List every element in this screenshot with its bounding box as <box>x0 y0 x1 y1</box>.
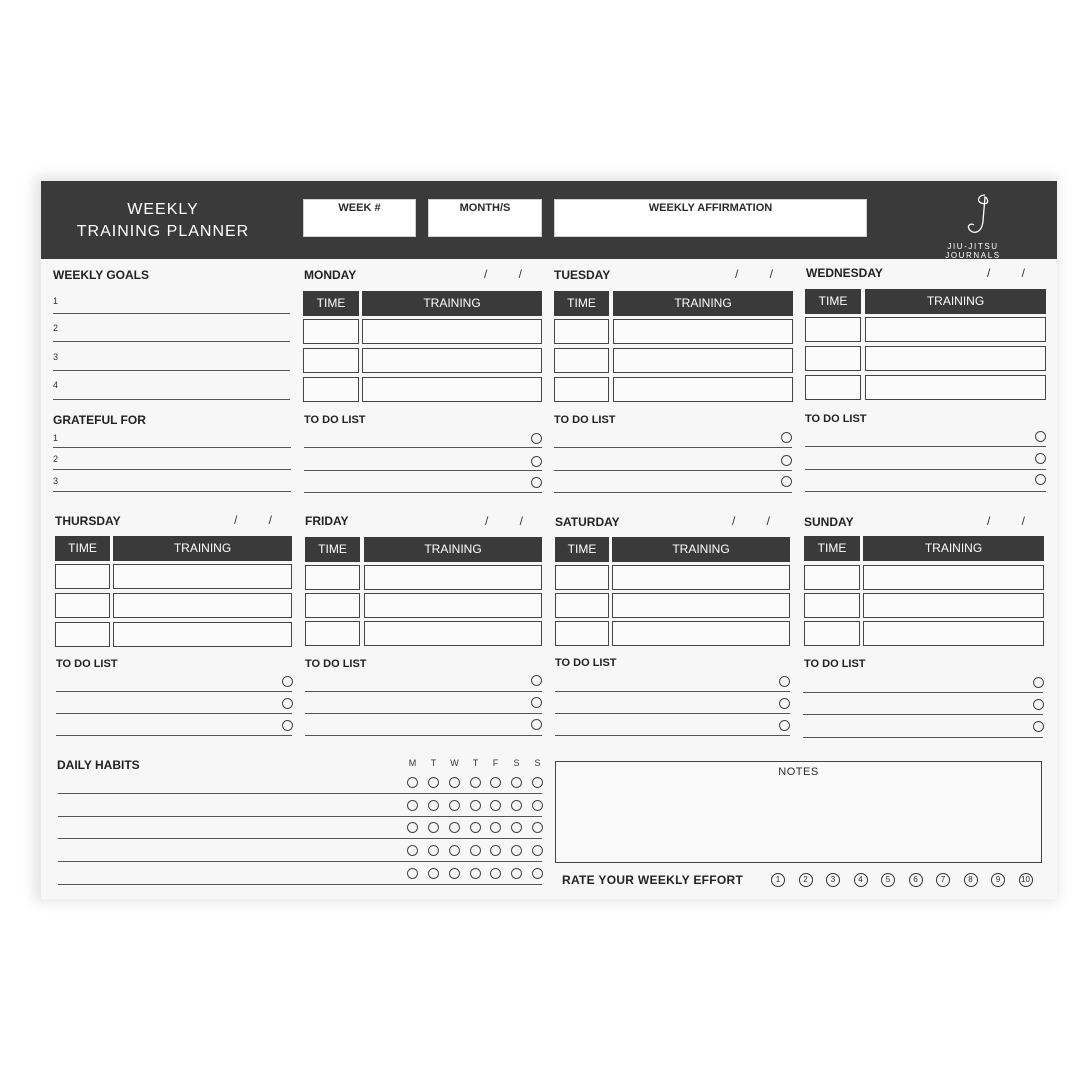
habit-day-letter: F <box>492 758 499 768</box>
weekly-goals-title: WEEKLY GOALS <box>53 268 150 282</box>
habit-line[interactable] <box>58 838 542 839</box>
notes-box[interactable] <box>555 761 1042 863</box>
todo-checkbox[interactable] <box>781 476 792 487</box>
habit-checkbox[interactable] <box>511 845 522 856</box>
effort-rating-option[interactable]: 5 <box>881 873 895 887</box>
training-cell[interactable] <box>865 375 1046 400</box>
training-header: TRAINING <box>865 289 1046 314</box>
goal-line[interactable] <box>53 370 290 371</box>
habit-line[interactable] <box>58 861 542 862</box>
todo-list-title: TO DO LIST <box>554 414 616 426</box>
todo-line[interactable] <box>803 737 1043 738</box>
time-cell[interactable] <box>303 377 359 402</box>
habit-day-letter: S <box>534 758 541 768</box>
training-cell[interactable] <box>613 319 793 344</box>
effort-rating-option[interactable]: 1 <box>771 873 785 887</box>
training-cell[interactable] <box>863 565 1044 590</box>
habit-checkbox[interactable] <box>428 868 439 879</box>
time-cell[interactable] <box>805 346 861 371</box>
grateful-number: 2 <box>53 454 59 464</box>
habit-checkbox[interactable] <box>490 800 501 811</box>
training-cell[interactable] <box>612 593 790 618</box>
todo-line[interactable] <box>304 492 542 493</box>
weekly-affirmation-label: WEEKLY AFFIRMATION <box>648 202 773 214</box>
daily-habits-title: DAILY HABITS <box>57 758 140 772</box>
goal-number: 2 <box>53 323 59 333</box>
todo-checkbox[interactable] <box>531 456 542 467</box>
effort-rating-option[interactable]: 6 <box>909 873 923 887</box>
todo-line[interactable] <box>803 692 1043 693</box>
week-number-field[interactable] <box>303 199 416 237</box>
training-cell[interactable] <box>113 593 292 618</box>
title-line-1: WEEKLY <box>127 201 199 218</box>
time-cell[interactable] <box>554 377 609 402</box>
time-cell[interactable] <box>555 621 609 646</box>
day-title-friday: FRIDAY <box>305 514 349 528</box>
grateful-number: 3 <box>53 476 59 486</box>
habit-checkbox[interactable] <box>532 845 543 856</box>
todo-line[interactable] <box>805 491 1046 492</box>
todo-checkbox[interactable] <box>531 477 542 488</box>
todo-line[interactable] <box>304 447 542 448</box>
time-header: TIME <box>555 537 609 562</box>
habit-checkbox[interactable] <box>449 800 460 811</box>
time-cell[interactable] <box>303 319 359 344</box>
habit-checkbox[interactable] <box>428 822 439 833</box>
training-header: TRAINING <box>863 536 1044 561</box>
day-title-saturday: SATURDAY <box>555 515 620 529</box>
habit-checkbox[interactable] <box>428 777 439 788</box>
habit-day-letter: M <box>408 758 417 768</box>
todo-checkbox[interactable] <box>531 719 542 730</box>
time-cell[interactable] <box>55 564 110 589</box>
habit-checkbox[interactable] <box>511 822 522 833</box>
day-title-wednesday: WEDNESDAY <box>806 266 883 280</box>
todo-checkbox[interactable] <box>1035 474 1046 485</box>
month-label: MONTH/S <box>459 202 511 214</box>
todo-line[interactable] <box>554 447 792 448</box>
habit-checkbox[interactable] <box>407 777 418 788</box>
habit-checkbox[interactable] <box>407 868 418 879</box>
habit-checkbox[interactable] <box>490 845 501 856</box>
todo-line[interactable] <box>56 713 292 714</box>
training-header: TRAINING <box>612 537 790 562</box>
training-cell[interactable] <box>364 593 542 618</box>
time-header: TIME <box>804 536 860 561</box>
grateful-number: 1 <box>53 433 59 443</box>
time-cell[interactable] <box>554 348 609 373</box>
effort-rating-option[interactable]: 10 <box>1019 873 1033 887</box>
time-cell[interactable] <box>805 375 861 400</box>
effort-rating-option[interactable]: 3 <box>826 873 840 887</box>
habit-checkbox[interactable] <box>470 845 481 856</box>
time-header: TIME <box>305 537 360 562</box>
training-cell[interactable] <box>362 348 542 373</box>
todo-line[interactable] <box>555 735 790 736</box>
time-cell[interactable] <box>804 621 860 646</box>
week-number-label: WEEK # <box>338 202 381 214</box>
jiu-jitsu-journals-logo-icon <box>959 191 999 239</box>
todo-checkbox[interactable] <box>779 720 790 731</box>
todo-checkbox[interactable] <box>282 720 293 731</box>
time-cell[interactable] <box>55 593 110 618</box>
date-slashes: / / <box>987 514 1040 528</box>
habit-checkbox[interactable] <box>449 822 460 833</box>
time-cell[interactable] <box>305 621 360 646</box>
time-header: TIME <box>805 289 861 314</box>
goal-number: 4 <box>53 380 59 390</box>
training-header: TRAINING <box>613 291 793 316</box>
goal-line[interactable] <box>53 399 290 400</box>
habit-checkbox[interactable] <box>511 868 522 879</box>
training-cell[interactable] <box>612 565 790 590</box>
todo-line[interactable] <box>305 713 542 714</box>
habit-line[interactable] <box>58 816 542 817</box>
time-cell[interactable] <box>555 593 609 618</box>
day-title-tuesday: TUESDAY <box>554 268 611 282</box>
habit-checkbox[interactable] <box>428 845 439 856</box>
goal-line[interactable] <box>53 313 290 314</box>
brand-name: JIU-JITSU JOURNALS <box>945 242 1001 260</box>
training-cell[interactable] <box>364 565 542 590</box>
habit-day-letter: T <box>472 758 479 768</box>
day-title-sunday: SUNDAY <box>804 515 854 529</box>
habit-checkbox[interactable] <box>470 800 481 811</box>
habit-checkbox[interactable] <box>490 822 501 833</box>
training-cell[interactable] <box>613 348 793 373</box>
todo-line[interactable] <box>305 735 542 736</box>
grateful-for-title: GRATEFUL FOR <box>53 413 146 427</box>
todo-line[interactable] <box>805 446 1046 447</box>
date-slashes: / / <box>735 267 788 281</box>
todo-checkbox[interactable] <box>781 455 792 466</box>
training-cell[interactable] <box>865 317 1046 342</box>
todo-checkbox[interactable] <box>1035 453 1046 464</box>
todo-line[interactable] <box>803 714 1043 715</box>
grateful-line[interactable] <box>53 491 291 492</box>
date-slashes: / / <box>485 514 538 528</box>
todo-checkbox[interactable] <box>1035 431 1046 442</box>
todo-checkbox[interactable] <box>1033 699 1044 710</box>
header-bar <box>41 181 1057 259</box>
date-slashes: / / <box>987 266 1040 280</box>
todo-line[interactable] <box>56 735 292 736</box>
grateful-line[interactable] <box>53 469 291 470</box>
habit-line[interactable] <box>58 793 542 794</box>
todo-line[interactable] <box>555 691 790 692</box>
todo-checkbox[interactable] <box>1033 677 1044 688</box>
rate-effort-title: RATE YOUR WEEKLY EFFORT <box>562 873 744 887</box>
time-cell[interactable] <box>303 348 359 373</box>
training-cell[interactable] <box>364 621 542 646</box>
time-header: TIME <box>55 536 110 561</box>
habit-checkbox[interactable] <box>470 777 481 788</box>
time-cell[interactable] <box>55 622 110 647</box>
month-field[interactable] <box>428 199 542 237</box>
time-cell[interactable] <box>305 593 360 618</box>
todo-checkbox[interactable] <box>779 698 790 709</box>
training-cell[interactable] <box>113 622 292 647</box>
grateful-line[interactable] <box>53 447 291 448</box>
habit-checkbox[interactable] <box>470 868 481 879</box>
time-cell[interactable] <box>804 593 860 618</box>
habit-checkbox[interactable] <box>490 777 501 788</box>
habit-checkbox[interactable] <box>532 822 543 833</box>
effort-rating-option[interactable]: 7 <box>936 873 950 887</box>
notes-title: NOTES <box>778 766 819 778</box>
training-cell[interactable] <box>865 346 1046 371</box>
training-cell[interactable] <box>362 319 542 344</box>
habit-checkbox[interactable] <box>449 868 460 879</box>
habit-line[interactable] <box>58 884 542 885</box>
todo-list-title: TO DO LIST <box>304 414 366 426</box>
habit-checkbox[interactable] <box>449 777 460 788</box>
habit-checkbox[interactable] <box>449 845 460 856</box>
effort-rating-option[interactable]: 9 <box>991 873 1005 887</box>
habit-checkbox[interactable] <box>532 800 543 811</box>
todo-line[interactable] <box>304 470 542 471</box>
habit-checkbox[interactable] <box>532 777 543 788</box>
time-cell[interactable] <box>554 319 609 344</box>
habit-checkbox[interactable] <box>470 822 481 833</box>
time-header: TIME <box>554 291 609 316</box>
habit-day-letter: S <box>513 758 520 768</box>
time-header: TIME <box>303 291 359 316</box>
todo-list-title: TO DO LIST <box>804 658 866 670</box>
training-header: TRAINING <box>362 291 542 316</box>
goal-line[interactable] <box>53 341 290 342</box>
effort-rating-option[interactable]: 8 <box>964 873 978 887</box>
todo-checkbox[interactable] <box>282 698 293 709</box>
habit-checkbox[interactable] <box>407 800 418 811</box>
time-cell[interactable] <box>305 565 360 590</box>
date-slashes: / / <box>732 514 785 528</box>
time-cell[interactable] <box>555 565 609 590</box>
todo-checkbox[interactable] <box>531 697 542 708</box>
time-cell[interactable] <box>805 317 861 342</box>
goal-number: 3 <box>53 352 59 362</box>
time-cell[interactable] <box>804 565 860 590</box>
todo-line[interactable] <box>555 713 790 714</box>
training-cell[interactable] <box>612 621 790 646</box>
planner-sheet <box>41 181 1057 899</box>
todo-checkbox[interactable] <box>531 433 542 444</box>
todo-line[interactable] <box>305 691 542 692</box>
todo-line[interactable] <box>554 492 792 493</box>
todo-list-title: TO DO LIST <box>56 658 118 670</box>
habit-day-letter: W <box>450 758 459 768</box>
date-slashes: / / <box>234 513 287 527</box>
planner-title <box>73 199 253 243</box>
effort-rating-option[interactable]: 2 <box>799 873 813 887</box>
todo-list-title: TO DO LIST <box>805 413 867 425</box>
title-line-2: TRAINING PLANNER <box>76 223 250 240</box>
todo-checkbox[interactable] <box>1033 721 1044 732</box>
todo-list-title: TO DO LIST <box>305 658 367 670</box>
habit-checkbox[interactable] <box>490 868 501 879</box>
todo-list-title: TO DO LIST <box>555 657 617 669</box>
day-title-thursday: THURSDAY <box>55 514 121 528</box>
todo-checkbox[interactable] <box>779 676 790 687</box>
habit-day-letter: T <box>430 758 437 768</box>
training-cell[interactable] <box>113 564 292 589</box>
date-slashes: / / <box>484 267 537 281</box>
training-header: TRAINING <box>113 536 292 561</box>
todo-checkbox[interactable] <box>282 676 293 687</box>
weekly-affirmation-field[interactable] <box>554 199 867 237</box>
todo-line[interactable] <box>554 470 792 471</box>
training-cell[interactable] <box>863 593 1044 618</box>
effort-rating-option[interactable]: 4 <box>854 873 868 887</box>
training-cell[interactable] <box>863 621 1044 646</box>
todo-checkbox[interactable] <box>531 675 542 686</box>
todo-line[interactable] <box>56 691 292 692</box>
habit-checkbox[interactable] <box>511 800 522 811</box>
training-header: TRAINING <box>364 537 542 562</box>
habit-checkbox[interactable] <box>511 777 522 788</box>
training-cell[interactable] <box>362 377 542 402</box>
habit-checkbox[interactable] <box>532 868 543 879</box>
todo-checkbox[interactable] <box>781 432 792 443</box>
habit-checkbox[interactable] <box>428 800 439 811</box>
habit-checkbox[interactable] <box>407 822 418 833</box>
todo-line[interactable] <box>805 469 1046 470</box>
goal-number: 1 <box>53 296 59 306</box>
training-cell[interactable] <box>613 377 793 402</box>
habit-checkbox[interactable] <box>407 845 418 856</box>
day-title-monday: MONDAY <box>304 268 357 282</box>
